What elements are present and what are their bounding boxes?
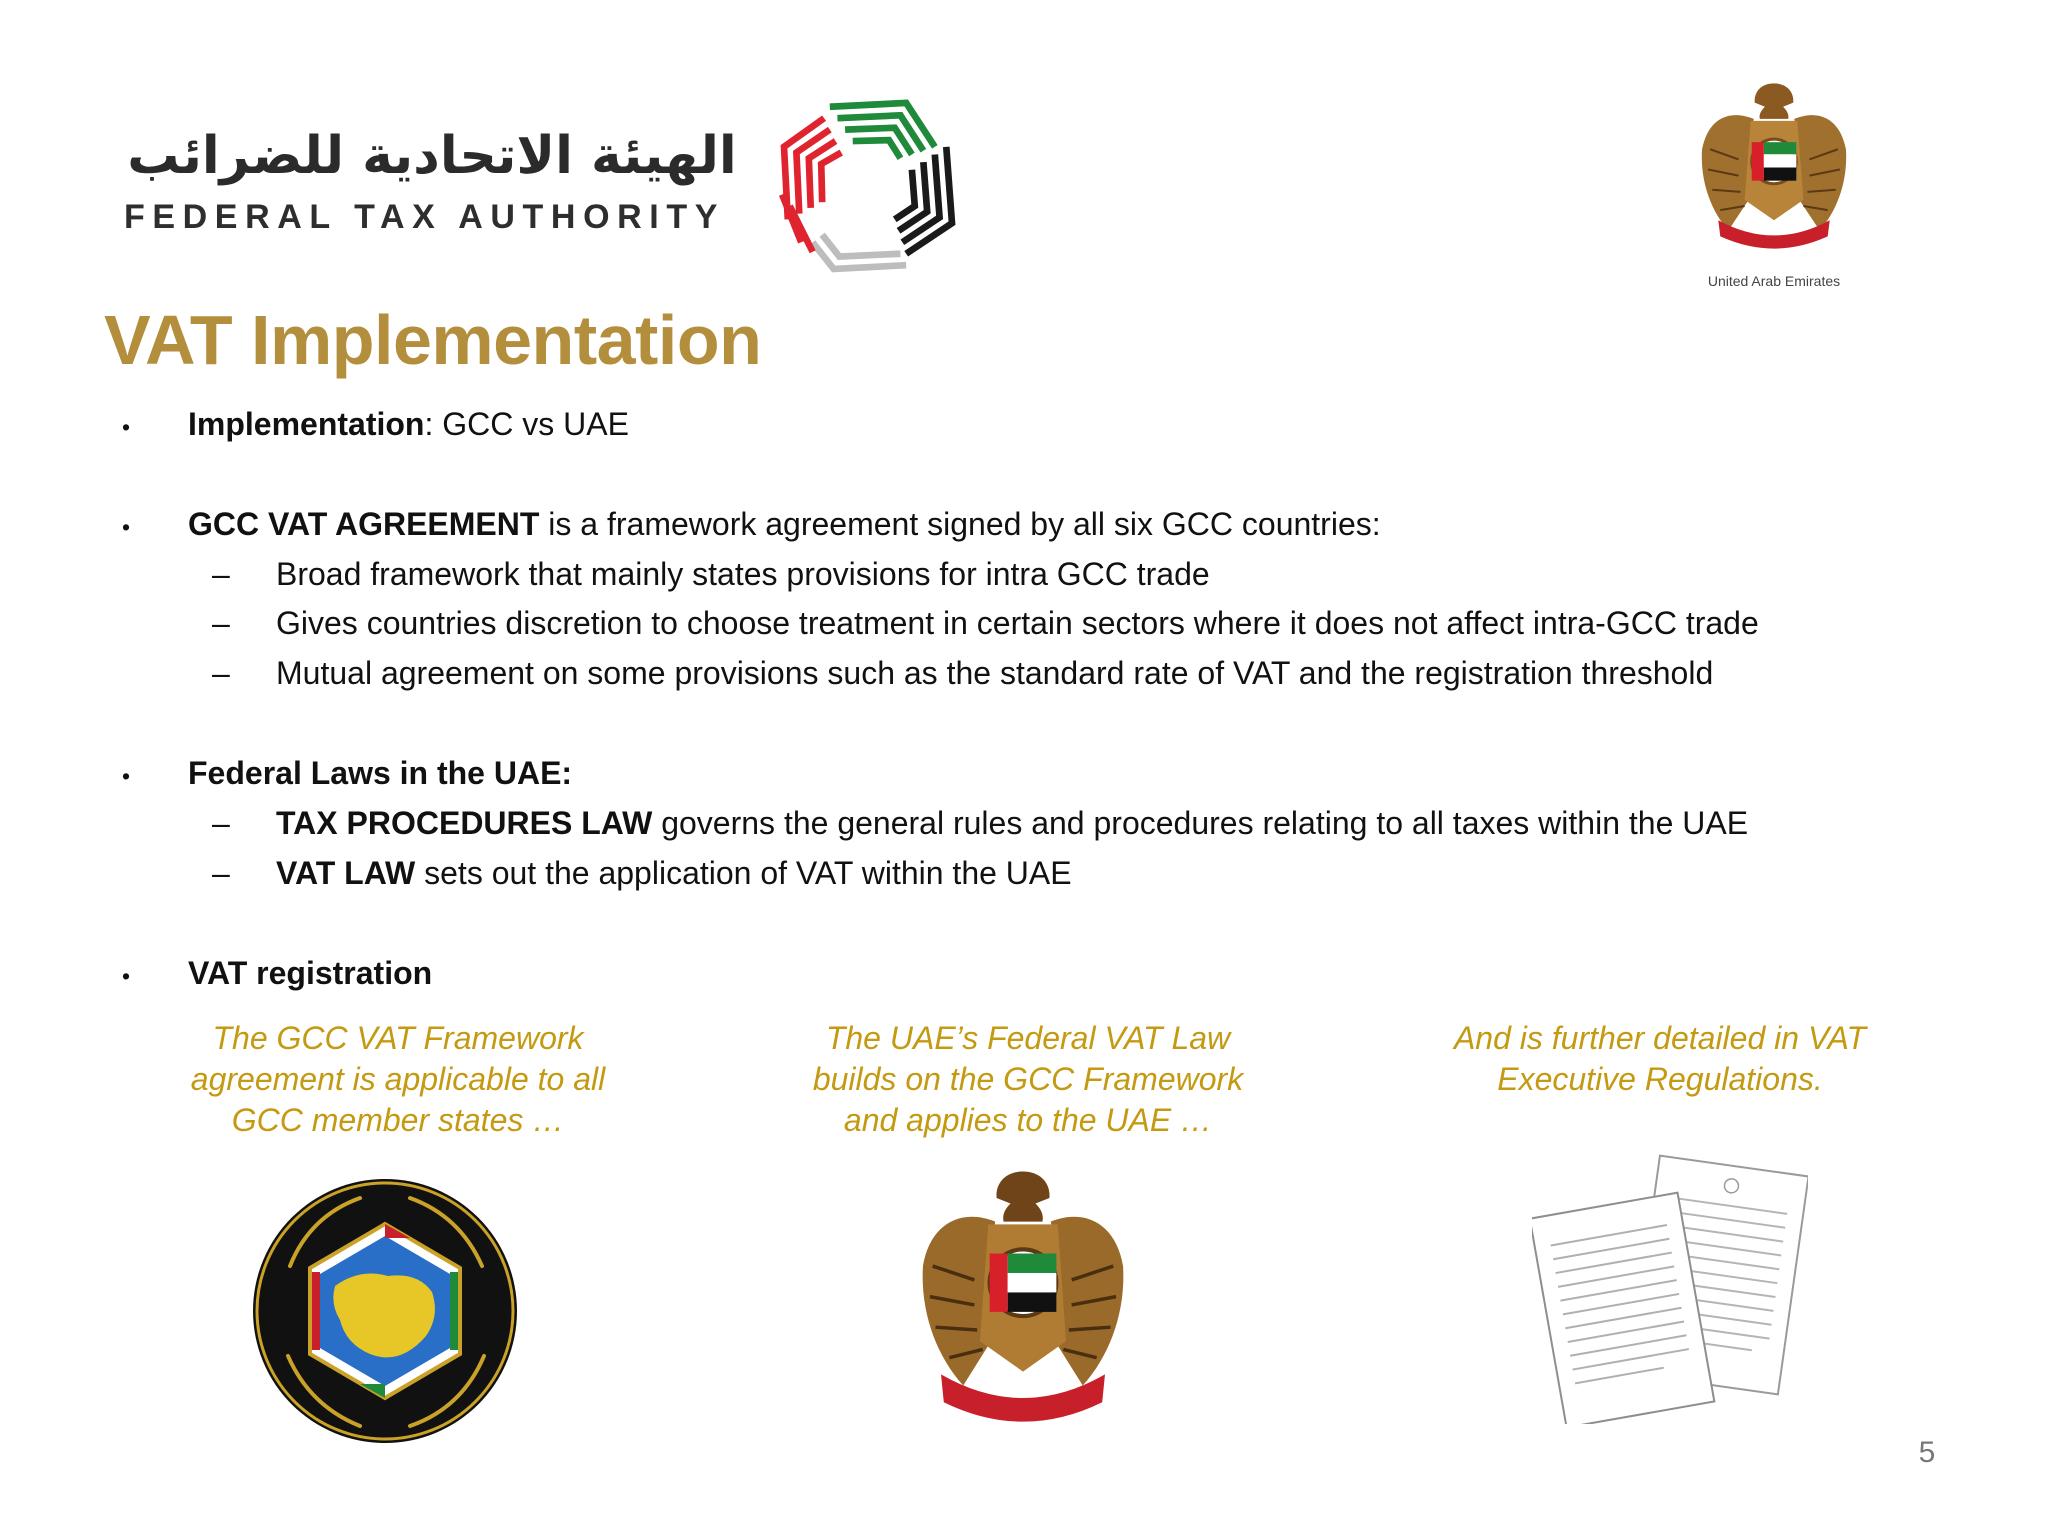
bullet-gcc-agreement-bold: GCC VAT AGREEMENT: [188, 506, 540, 542]
bullet-implementation-bold: Implementation: [188, 406, 425, 442]
uae-caption: United Arab Emirates: [1707, 273, 1841, 289]
fta-emblem-icon: [763, 80, 973, 290]
sub-item: Broad framework that mainly states provisions for intra GCC trade: [276, 556, 1210, 592]
bullet-federal-laws: [188, 753, 572, 793]
tax-procedures-text: governs the general rules and procedures relating to all taxes within the UAE: [652, 805, 1749, 841]
bullet-marker: •: [122, 514, 131, 540]
caption-uae-vat-law: [778, 1018, 1278, 1141]
dash-marker: –: [212, 605, 230, 641]
vat-law-bold: VAT LAW: [276, 855, 416, 891]
sub-item: Gives countries discretion to choose treatment in certain sectors where it does not affect intra-GCC trade: [276, 605, 1759, 641]
bullet-marker: •: [122, 963, 131, 989]
bullet-vat-registration: [188, 953, 432, 993]
bullet-implementation: [188, 404, 629, 444]
sub-item: Mutual agreement on some provisions such as the standard rate of VAT and the registration threshold: [276, 655, 1714, 691]
uae-falcon-emblem-large-icon: [918, 1166, 1128, 1430]
page-title: VAT Implementation: [104, 301, 762, 379]
uae-falcon-emblem-icon: [1698, 78, 1850, 256]
caption-line: GCC member states …: [231, 1102, 565, 1138]
caption-line: The GCC VAT Framework: [212, 1020, 584, 1056]
fta-arabic-name: الهيئة الاتحادية للضرائب: [127, 126, 737, 186]
fta-english-name: FEDERAL TAX AUTHORITY: [124, 198, 725, 236]
sub-item-tax-procedures: [276, 803, 1748, 843]
bullet-marker: •: [122, 763, 131, 789]
caption-line: and applies to the UAE …: [843, 1102, 1213, 1138]
dash-marker: –: [212, 556, 230, 592]
bullet-vat-registration-bold: VAT registration: [188, 955, 433, 991]
bullet-gcc-agreement: [188, 504, 1381, 544]
bullet-gcc-agreement-text: is a framework agreement signed by all six GCC countries:: [539, 506, 1381, 542]
dash-marker: –: [212, 655, 230, 691]
tax-procedures-bold: TAX PROCEDURES LAW: [276, 805, 653, 841]
dash-marker: –: [212, 855, 230, 891]
page-number: 5: [1918, 1436, 1936, 1469]
gcc-seal-icon: [250, 1176, 520, 1446]
document-pages-icon: [1532, 1154, 1808, 1424]
vat-law-text: sets out the application of VAT within the UAE: [415, 855, 1072, 891]
caption-line: builds on the GCC Framework: [812, 1061, 1244, 1097]
dash-marker: –: [212, 805, 230, 841]
caption-executive-regulations: [1410, 1018, 1910, 1100]
sub-item-vat-law: [276, 853, 1072, 893]
caption-gcc-framework: [148, 1018, 648, 1141]
caption-line: agreement is applicable to all: [190, 1061, 606, 1097]
bullet-marker: •: [122, 414, 131, 440]
caption-line: And is further detailed in VAT: [1453, 1020, 1867, 1056]
caption-line: The UAE’s Federal VAT Law: [825, 1020, 1231, 1056]
caption-line: Executive Regulations.: [1497, 1061, 1823, 1097]
bullet-federal-laws-bold: Federal Laws in the UAE:: [188, 755, 573, 791]
bullet-implementation-text: : GCC vs UAE: [424, 406, 629, 442]
